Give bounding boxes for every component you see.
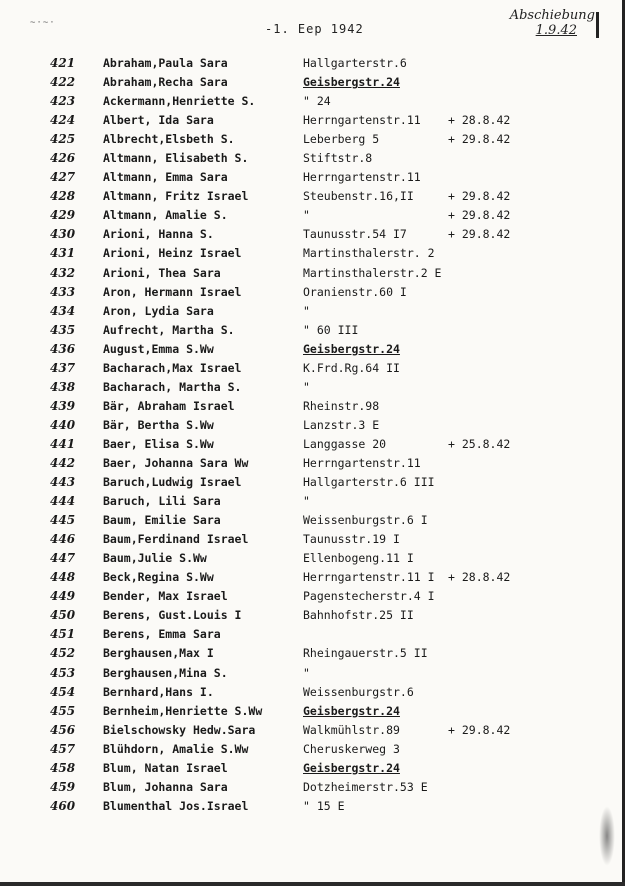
address: Walkmühlstr.89 <box>303 722 400 737</box>
address: Herrngartenstr.11 <box>303 170 421 185</box>
handwritten-note-line2: 1.9.42 <box>535 23 577 38</box>
person-name: Baum,Ferdinand Israel <box>103 532 249 547</box>
list-row <box>0 73 625 92</box>
person-name: Abraham,Recha Sara <box>103 75 228 90</box>
person-name: Blum, Johanna Sara <box>103 779 228 794</box>
address: Herrngartenstr.11 <box>303 455 421 470</box>
page-bottom-edge <box>0 882 625 886</box>
list-row <box>0 454 625 473</box>
death-date: + 29.8.42 <box>448 189 511 204</box>
entry-number: 444 <box>50 494 76 509</box>
list-row <box>0 625 625 644</box>
address: Taunusstr.54 I7 <box>303 227 407 242</box>
person-name: Altmann, Elisabeth S. <box>103 151 249 166</box>
list-row <box>0 492 625 511</box>
entry-number: 454 <box>50 684 76 699</box>
list-row <box>0 683 625 702</box>
death-date: + 29.8.42 <box>448 132 511 147</box>
entry-number: 427 <box>50 170 76 185</box>
list-row <box>0 702 625 721</box>
address: Langgasse 20 <box>303 436 387 451</box>
list-row <box>0 644 625 663</box>
entry-number: 430 <box>50 227 76 242</box>
list-row <box>0 340 625 359</box>
entry-number: 448 <box>50 570 76 585</box>
margin-tick-mark <box>596 12 599 38</box>
entry-number: 431 <box>50 246 76 261</box>
list-row <box>0 168 625 187</box>
death-date: + 29.8.42 <box>448 208 511 223</box>
address: Herrngartenstr.11 I <box>303 570 435 585</box>
list-row <box>0 587 625 606</box>
person-name: Bär, Bertha S.Ww <box>103 417 214 432</box>
person-name: Bernhard,Hans I. <box>103 684 214 699</box>
list-row <box>0 149 625 168</box>
list-row <box>0 302 625 321</box>
entry-number: 453 <box>50 665 76 680</box>
entry-number: 445 <box>50 513 76 528</box>
address: Lanzstr.3 E <box>303 417 380 432</box>
person-name: Berens, Emma Sara <box>103 627 221 642</box>
ink-smudge <box>599 806 615 866</box>
entry-number: 456 <box>50 722 76 737</box>
person-name: Albrecht,Elsbeth S. <box>103 132 235 147</box>
list-row <box>0 664 625 683</box>
entry-number: 455 <box>50 703 76 718</box>
entry-number: 442 <box>50 455 76 470</box>
address: " <box>303 494 310 509</box>
address: Leberberg 5 <box>303 132 380 147</box>
entry-number: 434 <box>50 303 76 318</box>
death-date: + 25.8.42 <box>448 436 511 451</box>
address: Rheinstr.98 <box>303 398 380 413</box>
entry-number: 424 <box>50 113 76 128</box>
entry-number: 425 <box>50 132 76 147</box>
death-date: + 29.8.42 <box>448 227 511 242</box>
list-row <box>0 187 625 206</box>
person-name: Altmann, Emma Sara <box>103 170 228 185</box>
address: " <box>303 208 310 223</box>
person-name: Blumenthal Jos.Israel <box>103 798 249 813</box>
person-name: Albert, Ida Sara <box>103 113 214 128</box>
address: K.Frd.Rg.64 II <box>303 360 400 375</box>
list-row <box>0 721 625 740</box>
person-name: Baer, Elisa S.Ww <box>103 436 214 451</box>
entry-number: 452 <box>50 646 76 661</box>
person-name: Ackermann,Henriette S. <box>103 94 256 109</box>
address: Hallgarterstr.6 III <box>303 475 435 490</box>
person-name: Beck,Regina S.Ww <box>103 570 214 585</box>
person-name: Blum, Natan Israel <box>103 760 228 775</box>
list-row <box>0 473 625 492</box>
person-name: Berghausen,Mina S. <box>103 665 228 680</box>
handwritten-note <box>510 8 595 38</box>
list-row <box>0 206 625 225</box>
person-name: Altmann, Fritz Israel <box>103 189 249 204</box>
address: Stiftstr.8 <box>303 151 373 166</box>
person-name: Aron, Hermann Israel <box>103 284 242 299</box>
person-name: August,Emma S.Ww <box>103 341 214 356</box>
person-name: Bacharach,Max Israel <box>103 360 242 375</box>
person-name: Bielschowsky Hedw.Sara <box>103 722 256 737</box>
person-name: Baum, Emilie Sara <box>103 513 221 528</box>
person-name: Baruch, Lili Sara <box>103 494 221 509</box>
entry-number: 428 <box>50 189 76 204</box>
list-row <box>0 568 625 587</box>
list-row <box>0 92 625 111</box>
address: Geisbergstr.24 <box>303 75 400 90</box>
list-row <box>0 759 625 778</box>
entry-number: 426 <box>50 151 76 166</box>
list-row <box>0 359 625 378</box>
death-date: + 29.8.42 <box>448 722 511 737</box>
address: Pagenstecherstr.4 I <box>303 589 435 604</box>
person-name: Baer, Johanna Sara Ww <box>103 455 249 470</box>
address: Herrngartenstr.11 <box>303 113 421 128</box>
entry-number: 459 <box>50 779 76 794</box>
entry-number: 423 <box>50 94 76 109</box>
entry-number: 457 <box>50 741 76 756</box>
person-name: Bär, Abraham Israel <box>103 398 235 413</box>
list-row <box>0 416 625 435</box>
person-name: Arioni, Heinz Israel <box>103 246 242 261</box>
address: " 60 III <box>303 322 359 337</box>
list-row <box>0 378 625 397</box>
person-name: Arioni, Thea Sara <box>103 265 221 280</box>
entry-number: 460 <box>50 798 76 813</box>
person-name: Bernheim,Henriette S.Ww <box>103 703 263 718</box>
address: Weissenburgstr.6 <box>303 684 414 699</box>
address: " <box>303 303 310 318</box>
entry-number: 441 <box>50 436 76 451</box>
list-row <box>0 549 625 568</box>
list-row <box>0 111 625 130</box>
list-row <box>0 244 625 263</box>
list-row <box>0 54 625 73</box>
address: Dotzheimerstr.53 E <box>303 779 428 794</box>
address: " 24 <box>303 94 331 109</box>
address: Rheingauerstr.5 II <box>303 646 428 661</box>
entry-number: 446 <box>50 532 76 547</box>
address: Geisbergstr.24 <box>303 760 400 775</box>
entry-number: 451 <box>50 627 76 642</box>
address: Steubenstr.16,II <box>303 189 414 204</box>
entry-number: 440 <box>50 417 76 432</box>
entry-number: 435 <box>50 322 76 337</box>
list-row <box>0 797 625 816</box>
person-name: Baruch,Ludwig Israel <box>103 475 242 490</box>
person-name: Bender, Max Israel <box>103 589 228 604</box>
person-name: Blühdorn, Amalie S.Ww <box>103 741 249 756</box>
entry-number: 421 <box>50 56 76 70</box>
list-row <box>0 530 625 549</box>
address: " <box>303 665 310 680</box>
entry-number: 450 <box>50 608 76 623</box>
person-name: Baum,Julie S.Ww <box>103 551 207 566</box>
address: Ellenbogeng.11 I <box>303 551 414 566</box>
address: Oranienstr.60 I <box>303 284 407 299</box>
entry-number: 439 <box>50 398 76 413</box>
entry-number: 436 <box>50 341 76 356</box>
person-name: Bacharach, Martha S. <box>103 379 242 394</box>
address: Geisbergstr.24 <box>303 341 400 356</box>
list-row <box>0 130 625 149</box>
person-name: Abraham,Paula Sara <box>103 56 228 70</box>
address: Hallgarterstr.6 <box>303 56 407 70</box>
address: " <box>303 379 310 394</box>
list-row <box>0 321 625 340</box>
entry-number: 458 <box>50 760 76 775</box>
person-name: Aron, Lydia Sara <box>103 303 214 318</box>
list-row <box>0 511 625 530</box>
ink-blot: ~·~· <box>30 18 56 28</box>
list-row <box>0 435 625 454</box>
list-row <box>0 225 625 244</box>
handwritten-note-line1: Abschiebung <box>509 8 595 23</box>
entry-number: 437 <box>50 360 76 375</box>
person-name: Aufrecht, Martha S. <box>103 322 235 337</box>
entry-number: 422 <box>50 75 76 90</box>
person-name: Berens, Gust.Louis I <box>103 608 242 623</box>
address: Weissenburgstr.6 I <box>303 513 428 528</box>
entry-number: 432 <box>50 265 76 280</box>
date-stamp: -1. Eep 1942 <box>265 22 364 36</box>
person-name: Arioni, Hanna S. <box>103 227 214 242</box>
list-row <box>0 606 625 625</box>
address: Geisbergstr.24 <box>303 703 400 718</box>
list-row <box>0 283 625 302</box>
list-row <box>0 740 625 759</box>
entry-number: 438 <box>50 379 76 394</box>
name-list <box>0 54 625 816</box>
address: Martinsthalerstr. 2 <box>303 246 435 261</box>
address: Bahnhofstr.25 II <box>303 608 414 623</box>
person-name: Berghausen,Max I <box>103 646 214 661</box>
address: Taunusstr.19 I <box>303 532 400 547</box>
person-name: Altmann, Amalie S. <box>103 208 228 223</box>
list-row <box>0 397 625 416</box>
death-date: + 28.8.42 <box>448 570 511 585</box>
entry-number: 447 <box>50 551 76 566</box>
address: Martinsthalerstr.2 E <box>303 265 442 280</box>
address: Cheruskerweg 3 <box>303 741 400 756</box>
entry-number: 449 <box>50 589 76 604</box>
entry-number: 443 <box>50 475 76 490</box>
list-row <box>0 778 625 797</box>
address: " 15 E <box>303 798 345 813</box>
entry-number: 433 <box>50 284 76 299</box>
entry-number: 429 <box>50 208 76 223</box>
list-row <box>0 264 625 283</box>
death-date: + 28.8.42 <box>448 113 511 128</box>
